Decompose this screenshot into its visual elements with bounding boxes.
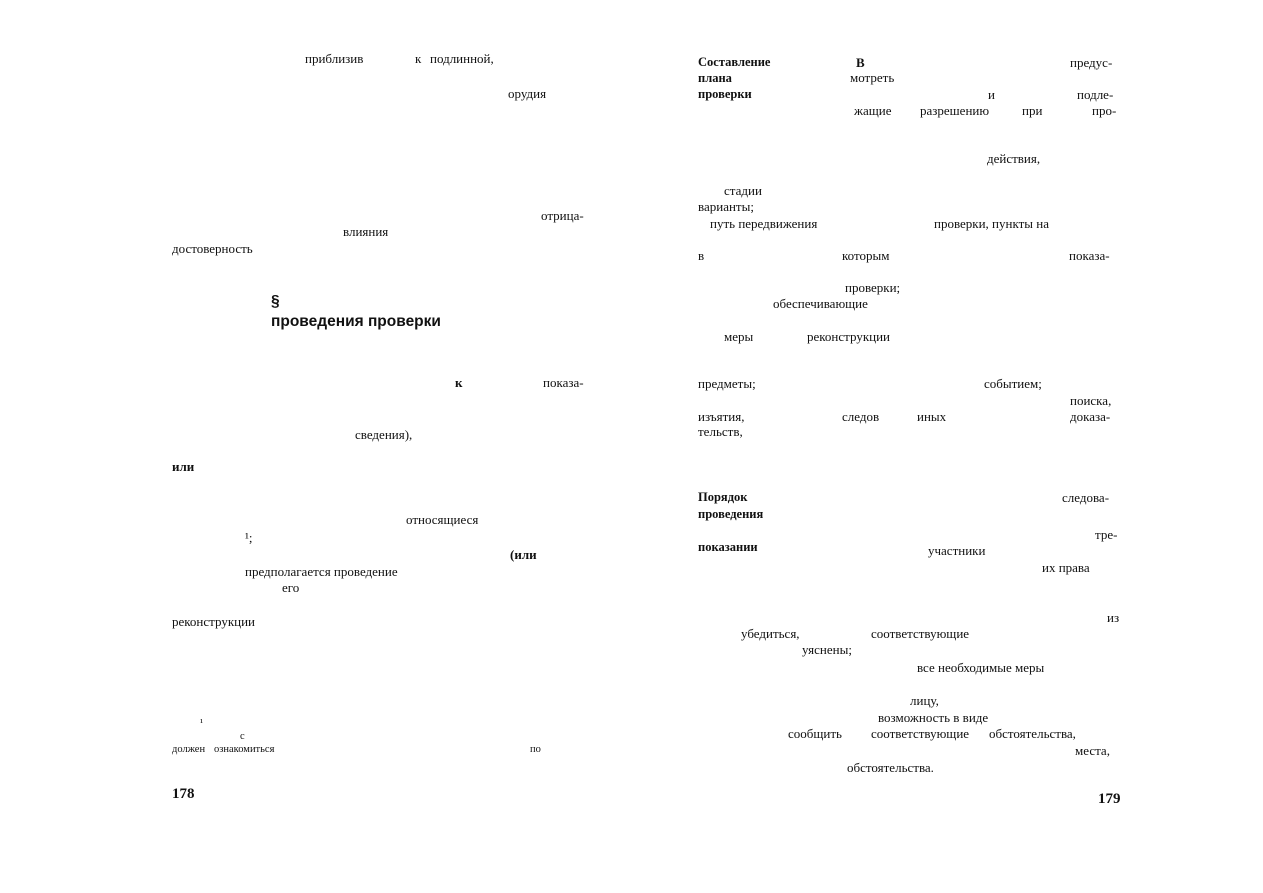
text-word: все необходимые меры	[917, 660, 1045, 675]
left-page	[0, 0, 630, 893]
side-heading-line: проведения	[698, 507, 764, 521]
section-sign: §	[271, 293, 280, 310]
text-word: сведения),	[355, 427, 413, 442]
text-word: орудия	[508, 86, 547, 101]
text-word: предметы;	[698, 376, 756, 391]
text-word: В	[856, 55, 865, 70]
text-word: предполагается проведение	[245, 564, 398, 579]
text-word: про-	[1092, 103, 1117, 118]
text-word: соответствующие	[871, 726, 970, 741]
text-word: действия,	[987, 151, 1041, 166]
text-word: проверки;	[845, 280, 901, 295]
page-number: 179	[1098, 791, 1121, 807]
right-page	[632, 0, 1263, 893]
text-word: обеспечивающие	[773, 296, 868, 311]
text-word: относящиеся	[406, 512, 479, 527]
text-word: разрешению	[920, 103, 990, 118]
text-word: приблизив	[305, 51, 364, 66]
text-word: показа-	[543, 375, 584, 390]
text-word: места,	[1075, 743, 1110, 758]
side-heading-line: плана	[698, 71, 732, 85]
text-word: к	[455, 375, 463, 390]
text-word: достоверность	[172, 241, 253, 256]
text-word: изъятия,	[698, 409, 745, 424]
text-word: к	[415, 51, 422, 66]
text-word: следова-	[1062, 490, 1110, 505]
text-word: соответствующие	[871, 626, 970, 641]
side-heading-line: проверки	[698, 87, 752, 101]
text-word: стадии	[724, 183, 762, 198]
text-word: ознакомиться	[214, 744, 275, 755]
text-word: должен	[172, 744, 206, 755]
text-word: подлинной,	[430, 51, 494, 66]
text-word: событием;	[984, 376, 1042, 391]
text-word: их права	[1042, 560, 1090, 575]
text-word: сообщить	[788, 726, 842, 741]
text-word: обстоятельства.	[847, 760, 934, 775]
text-word: реконструкции	[807, 329, 891, 344]
text-word: реконструкции	[172, 614, 256, 629]
text-word: доказа-	[1070, 409, 1111, 424]
text-word: при	[1022, 103, 1043, 118]
text-word: меры	[724, 329, 754, 344]
footnote-marker: ¹	[200, 718, 204, 729]
text-word: иных	[917, 409, 947, 424]
side-heading-line: показании	[698, 540, 758, 554]
text-word: следов	[842, 409, 880, 424]
text-word: поиска,	[1070, 393, 1112, 408]
section-heading: проведения проверки	[271, 313, 441, 330]
text-word: в	[698, 248, 705, 263]
text-word: или	[172, 459, 195, 474]
text-word: и	[988, 87, 995, 102]
text-word: отрица-	[541, 208, 584, 223]
text-word: тельств,	[698, 424, 743, 439]
text-word: уяснены;	[802, 642, 852, 657]
page-number: 178	[172, 786, 195, 802]
text-word: обстоятельства,	[989, 726, 1076, 741]
text-word: по	[530, 744, 541, 755]
text-word: проверки, пункты на	[934, 216, 1050, 231]
text-word: влияния	[343, 224, 389, 239]
text-word: мотреть	[850, 70, 895, 85]
text-word: тре-	[1095, 527, 1118, 542]
text-word: ¹;	[245, 530, 253, 545]
text-word: участники	[928, 543, 986, 558]
text-word: варианты;	[698, 199, 754, 214]
text-word: убедиться,	[741, 626, 800, 641]
text-word: с	[240, 731, 245, 742]
text-word: возможность в виде	[878, 710, 989, 725]
text-word: подле-	[1077, 87, 1114, 102]
text-word: лицу,	[910, 693, 939, 708]
text-word: из	[1107, 610, 1120, 625]
side-heading-line: Порядок	[698, 490, 748, 504]
text-word: показа-	[1069, 248, 1110, 263]
text-word: его	[282, 580, 300, 595]
text-word: предус-	[1070, 55, 1113, 70]
text-word: которым	[842, 248, 890, 263]
side-heading-line: Составление	[698, 55, 771, 69]
text-word: жащие	[854, 103, 892, 118]
text-word: путь передвижения	[710, 216, 818, 231]
text-word: (или	[510, 547, 537, 562]
